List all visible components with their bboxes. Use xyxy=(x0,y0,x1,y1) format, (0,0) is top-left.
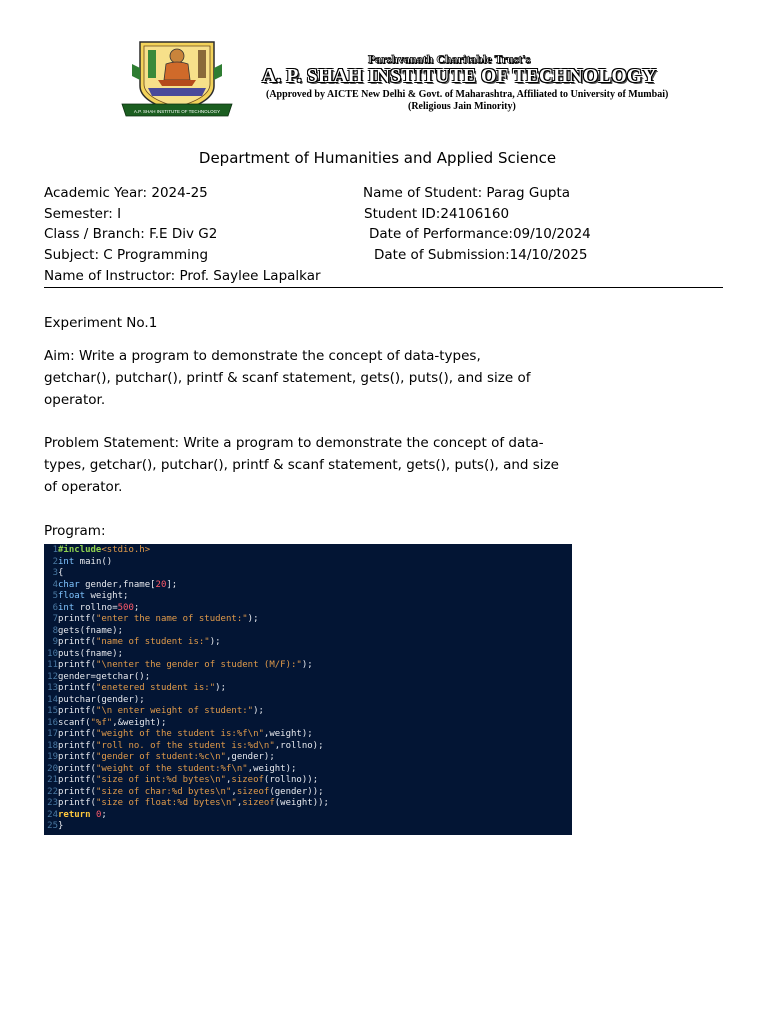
code-text: gender=getchar(); xyxy=(58,671,151,682)
line-number: 23 xyxy=(47,798,58,808)
code-text: printf("\nenter the gender of student (M/F):"); xyxy=(58,660,313,670)
code-text: int rollno=500; xyxy=(58,602,140,613)
code-line xyxy=(44,637,572,649)
line-number: 19 xyxy=(47,752,58,762)
approval-line: (Approved by AICTE New Delhi & Govt. of Maharashtra, Affiliated to University of Mumbai) xyxy=(266,89,669,100)
line-number: 17 xyxy=(47,729,58,739)
code-text: printf("weight of the student:%f\n",weight); xyxy=(58,763,297,774)
line-number: 22 xyxy=(47,786,58,797)
code-text: printf("enter the name of student:"); xyxy=(58,614,259,624)
line-number: 16 xyxy=(47,717,58,728)
code-line xyxy=(44,557,572,569)
line-number: 10 xyxy=(47,648,58,659)
experiment-number: Experiment No.1 xyxy=(44,315,158,331)
code-text: float weight; xyxy=(58,591,129,601)
date-of-submission: Date of Submission:14/10/2025 xyxy=(374,247,588,263)
academic-year: Academic Year: 2024-25 xyxy=(44,185,208,201)
code-line xyxy=(44,787,572,799)
code-line xyxy=(44,741,572,753)
code-text: printf("gender of student:%c\n",gender); xyxy=(58,752,275,762)
code-line xyxy=(44,626,572,638)
code-line xyxy=(44,614,572,626)
code-line xyxy=(44,568,572,580)
code-line xyxy=(44,660,572,672)
code-text: } xyxy=(58,821,64,831)
logo-banner-text: A.P. SHAH INSTITUTE OF TECHNOLOGY xyxy=(133,109,221,114)
code-line xyxy=(44,695,572,707)
code-line xyxy=(44,798,572,810)
code-text: printf("size of int:%d bytes\n",sizeof(rollno)); xyxy=(58,775,319,785)
code-text: printf("weight of the student is:%f\n",weight); xyxy=(58,729,313,739)
code-line xyxy=(44,672,572,684)
line-number: 25 xyxy=(47,821,58,831)
subject: Subject: C Programming xyxy=(44,247,209,263)
line-number: 9 xyxy=(52,637,58,647)
line-number: 7 xyxy=(52,614,58,624)
code-line xyxy=(44,591,572,603)
code-line xyxy=(44,706,572,718)
institute-name: A. P. SHAH INSTITUTE OF TECHNOLOGY xyxy=(262,66,657,87)
code-line xyxy=(44,752,572,764)
code-line xyxy=(44,603,572,615)
line-number: 14 xyxy=(47,694,58,705)
code-line xyxy=(44,764,572,776)
code-text: printf("size of char:%d bytes\n",sizeof(gender)); xyxy=(58,786,324,797)
code-text: printf("\n enter weight of student:"); xyxy=(58,706,264,716)
line-number: 15 xyxy=(47,706,58,716)
code-text: printf("enetered student is:"); xyxy=(58,683,226,693)
trust-name: Parshvanath Charitable Trust's xyxy=(368,52,531,66)
code-text: #include<stdio.h> xyxy=(58,545,151,555)
line-number: 8 xyxy=(52,625,58,636)
line-number: 21 xyxy=(47,775,58,785)
header-divider xyxy=(44,287,723,288)
code-line xyxy=(44,775,572,787)
code-text: printf("roll no. of the student is:%d\n",rollno); xyxy=(58,740,324,751)
code-text: int main() xyxy=(58,556,113,567)
code-text: printf("name of student is:"); xyxy=(58,637,221,647)
code-text: return 0; xyxy=(58,809,107,820)
line-number: 6 xyxy=(52,602,58,613)
code-line xyxy=(44,649,572,661)
code-line xyxy=(44,821,572,833)
line-number: 12 xyxy=(47,671,58,682)
code-text: printf("size of float:%d bytes\n",sizeof(weight)); xyxy=(58,798,329,808)
aim: Aim: Write a program to demonstrate the concept of data-types, getchar(), putchar(), printf & scanf statement, gets(), puts(), and size of operator. xyxy=(44,348,531,408)
line-number: 20 xyxy=(47,763,58,774)
line-number: 2 xyxy=(52,556,58,567)
code-line xyxy=(44,580,572,592)
department-title: Department of Humanities and Applied Science xyxy=(198,149,557,167)
code-line xyxy=(44,718,572,730)
code-line xyxy=(44,729,572,741)
problem-statement: Problem Statement: Write a program to demonstrate the concept of data-types, getchar(), putchar(), printf & scanf statement, gets(), puts(), and size of operator. xyxy=(44,435,559,495)
student-name: Name of Student: Parag Gupta xyxy=(363,185,571,201)
date-of-performance: Date of Performance:09/10/2024 xyxy=(369,226,591,242)
code-text: char gender,fname[20]; xyxy=(58,579,178,590)
line-number: 1 xyxy=(52,545,58,555)
institute-logo xyxy=(118,34,236,126)
line-number: 5 xyxy=(52,591,58,601)
line-number: 4 xyxy=(52,579,58,590)
code-line xyxy=(44,683,572,695)
code-text: gets(fname); xyxy=(58,625,124,636)
line-number: 11 xyxy=(47,660,58,670)
program-label: Program: xyxy=(44,523,106,539)
code-text: scanf("%f",&weight); xyxy=(58,717,167,728)
code-text: putchar(gender); xyxy=(58,694,145,705)
student-id: Student ID:24106160 xyxy=(364,206,510,222)
code-text: { xyxy=(58,568,64,578)
line-number: 24 xyxy=(47,809,58,820)
code-block xyxy=(44,544,572,835)
semester: Semester: I xyxy=(44,206,122,222)
code-text: puts(fname); xyxy=(58,648,124,659)
code-line xyxy=(44,545,572,557)
class-branch: Class / Branch: F.E Div G2 xyxy=(44,226,218,242)
instructor: Name of Instructor: Prof. Saylee Lapalkar xyxy=(44,268,321,284)
line-number: 13 xyxy=(47,683,58,693)
code-line xyxy=(44,810,572,822)
minority-line: (Religious Jain Minority) xyxy=(408,101,516,112)
line-number: 3 xyxy=(52,568,58,578)
line-number: 18 xyxy=(47,740,58,751)
